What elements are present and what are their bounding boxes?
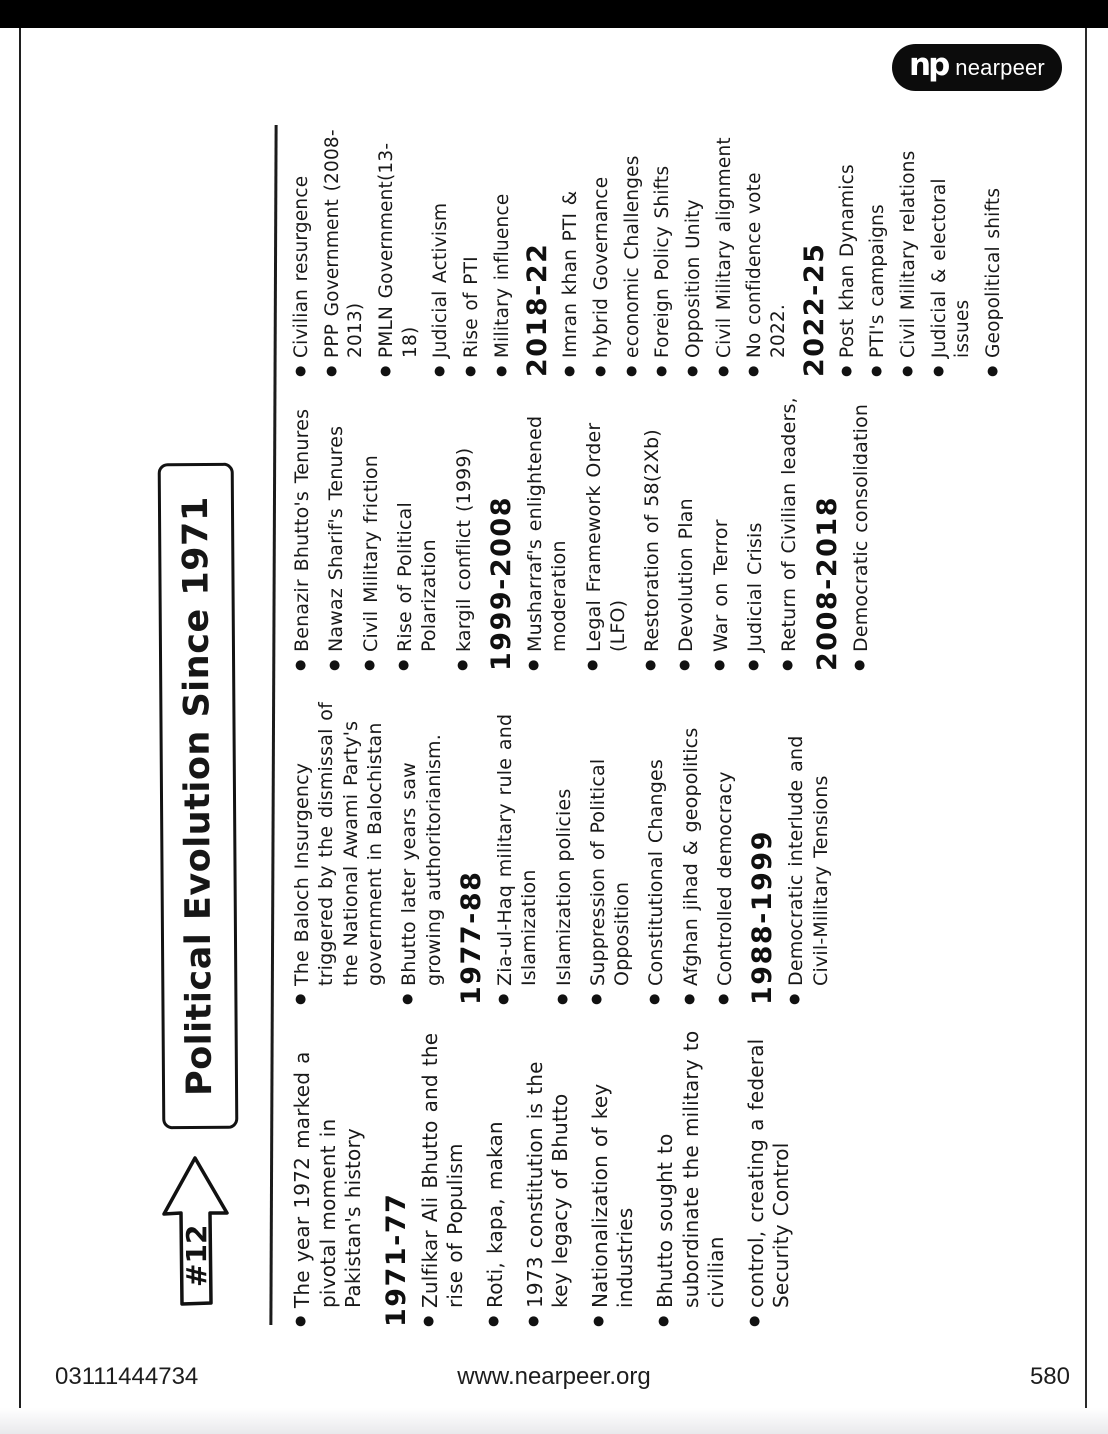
note-item: ● Bhutto sought to subordinate the military to civilian bbox=[653, 1021, 730, 1327]
note-item: ● Islamization policies bbox=[552, 687, 576, 1005]
footer-page-number: 580 bbox=[1029, 1363, 1070, 1390]
page-footer bbox=[0, 1363, 1108, 1397]
notes-column bbox=[290, 112, 1013, 377]
note-item: ● Opposition Unity bbox=[682, 128, 706, 377]
tag-label: #12 bbox=[180, 1224, 213, 1287]
note-item: ● Judicial Activism bbox=[429, 128, 453, 377]
note-item: ● Nawaz Sharif's Tenures bbox=[324, 393, 348, 671]
note-item: ● 1973 constitution is the key legacy of Bhutto bbox=[523, 1021, 574, 1327]
note-item: ● Civil Military alignment bbox=[713, 128, 737, 377]
note-item: ● kargil conflict (1999) bbox=[452, 393, 476, 671]
notes-columns bbox=[290, 112, 1013, 1327]
note-item: ● Controlled democracy bbox=[713, 687, 737, 1005]
page-title: Political Evolution Since 1971 bbox=[158, 463, 239, 1129]
note-item: ● Constitutional Changes bbox=[644, 687, 668, 1005]
note-item: ● No confidence vote 2022. bbox=[743, 128, 790, 377]
note-item: ● Suppression of Political Opposition bbox=[586, 687, 635, 1005]
note-item: ● hybrid Governance bbox=[590, 128, 614, 377]
note-item: ● Democratic interlude and Civil-Military Tensions bbox=[784, 687, 833, 1005]
note-item: ● Musharraf's enlightened moderation bbox=[523, 393, 572, 671]
note-item: ● Military influence bbox=[491, 128, 515, 377]
nearpeer-logo bbox=[892, 44, 1062, 91]
note-item: ● Civil Military friction bbox=[359, 393, 383, 671]
note-item: ● Bhutto later years saw growing authoritorianism. bbox=[397, 687, 446, 1005]
note-item: ● The year 1972 marked a pivotal moment in Pakistan's history bbox=[290, 1021, 367, 1327]
note-item: ● Nationalization of key industries bbox=[588, 1021, 639, 1327]
note-item: ● Foreign Policy Shifts bbox=[651, 128, 675, 377]
period-heading: 2008-2018 bbox=[811, 496, 843, 671]
note-item: ● Rise of Political Polarization bbox=[393, 393, 442, 671]
note-item: ● Zulfikar Ali Bhutto and the rise of Populism bbox=[418, 1021, 469, 1327]
notes-header bbox=[158, 463, 238, 1309]
period-heading: 1999-2008 bbox=[485, 496, 517, 671]
note-item: ● control, creating a federal Security Control bbox=[744, 1021, 795, 1327]
note-item: ● Rise of PTI bbox=[460, 128, 484, 377]
note-item: ● PPP Government (2008-2013) bbox=[321, 128, 368, 377]
footer-website: www.nearpeer.org bbox=[457, 1363, 651, 1390]
note-item: ● Judicial & electoral issues bbox=[928, 128, 975, 377]
note-item: ● The Baloch Insurgency triggered by the dismissal of the National Awami Party's government in Balochistan bbox=[290, 687, 387, 1005]
note-item: ● Restoration of 58(2Xb) bbox=[640, 393, 664, 671]
notes-column bbox=[290, 1005, 1013, 1327]
footer-phone: 03111444734 bbox=[55, 1363, 199, 1390]
note-item: ● Afghan jihad & geopolitics bbox=[679, 687, 703, 1005]
header-underline bbox=[269, 125, 277, 1325]
note-item: ● Return of Civilian leaders, bbox=[777, 393, 801, 671]
right-arrow-icon bbox=[158, 1151, 234, 1309]
note-item: ● Roti, kapa, makan bbox=[483, 1021, 509, 1327]
note-item: ● War on Terror bbox=[709, 393, 733, 671]
note-item: ● Imran khan PTI & bbox=[559, 128, 583, 377]
note-item: ● Judicial Crisis bbox=[743, 393, 767, 671]
period-heading: 1977-88 bbox=[455, 870, 487, 1005]
notes-column bbox=[290, 377, 1013, 671]
scan-top-bar bbox=[0, 0, 1108, 28]
handwritten-notes-sheet bbox=[150, 112, 1015, 1337]
period-heading: 1988-1999 bbox=[747, 830, 779, 1005]
period-heading: 2018-22 bbox=[522, 242, 554, 377]
note-item: ● Zia-ul-Haq military rule and Islamization bbox=[493, 687, 542, 1005]
note-item: ● Benazir Bhutto's Tenures bbox=[290, 393, 314, 671]
note-item: ● PMLN Government(13-18) bbox=[375, 128, 422, 377]
note-item: ● Geopolitical shifts bbox=[982, 128, 1006, 377]
note-item: ● PTI's campaigns bbox=[866, 128, 890, 377]
notes-column bbox=[290, 671, 1013, 1005]
note-item: ● Civilian resurgence bbox=[290, 128, 314, 377]
note-item: ● Civil Military relations bbox=[897, 128, 921, 377]
scan-bottom-shade bbox=[0, 1408, 1108, 1434]
nearpeer-logo-icon: np bbox=[909, 47, 948, 83]
tag-arrow bbox=[158, 1151, 238, 1309]
note-item: ● Devolution Plan bbox=[674, 393, 698, 671]
note-item: ● Democratic consolidation bbox=[849, 393, 873, 671]
note-item: ● economic Challenges bbox=[621, 128, 645, 377]
nearpeer-brand-text: nearpeer bbox=[955, 54, 1045, 80]
note-item: ● Legal Framework Order (LFO) bbox=[582, 393, 631, 671]
note-item: ● Post khan Dynamics bbox=[836, 128, 860, 377]
period-heading: 1971-77 bbox=[380, 1192, 412, 1327]
period-heading: 2022-25 bbox=[798, 242, 830, 377]
